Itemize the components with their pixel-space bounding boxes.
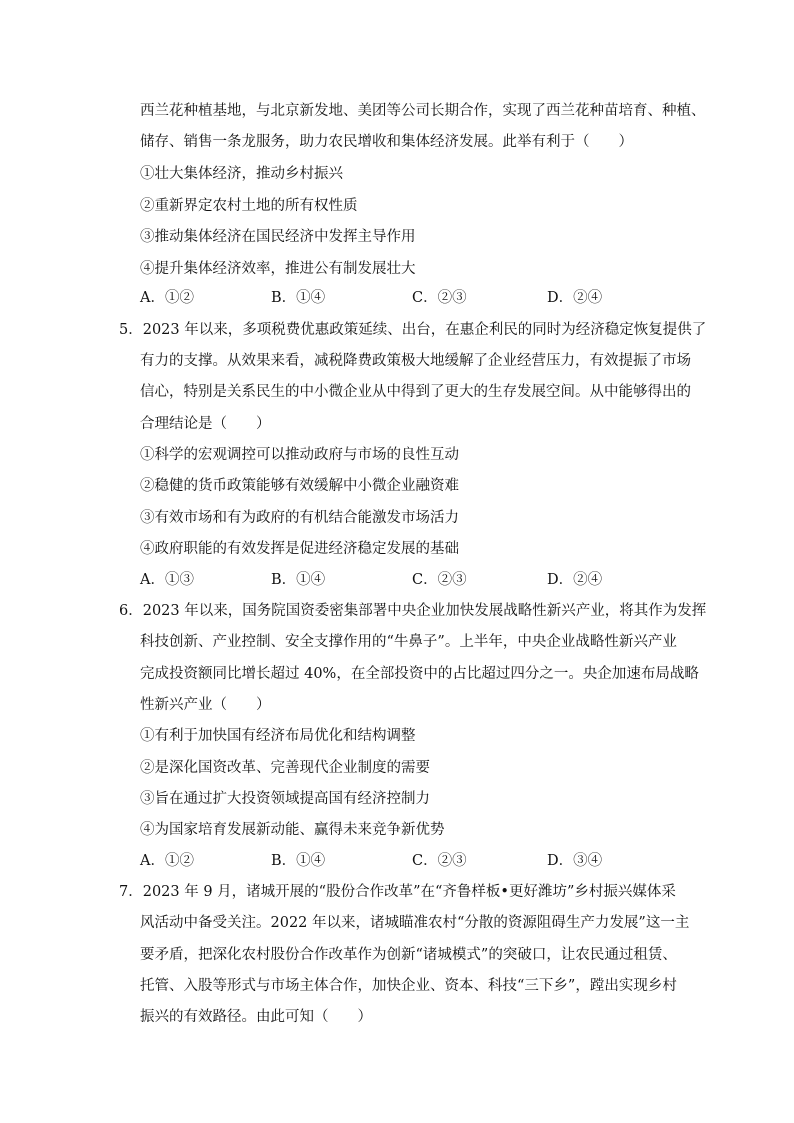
q5-choice-d: D．②④ [547,572,603,588]
q4-choice-a: A．①② [140,290,194,306]
q4-choices [140,288,620,308]
q4-option-3: ③推动集体经济在国民经济中发挥主导作用 [140,229,416,245]
q6-choice-a: A．①② [140,853,194,869]
q5-option-4: ④政府职能的有效发挥是促进经济稳定发展的基础 [140,541,459,557]
q6-option-1: ①有利于加快国有经济布局优化和结构调整 [140,728,416,744]
q7-stem-line-2: 风活动中备受关注。2022 年以来，诸城瞄准农村“分散的资源阻碍生产力发展”这一主 [140,915,690,931]
q5-choice-c: C．②③ [412,572,467,588]
q6-stem-line-3: 完成投资额同比增长超过 40%，在全部投资中的占比超过四分之一。央企加速布局战略 [140,666,699,682]
q6-choice-c: C．②③ [412,853,467,869]
q7-stem-line-3: 要矛盾，把深化农村股份合作改革作为创新“诸城模式”的突破口，让农民通过租赁、 [140,947,677,963]
q4-option-4: ④提升集体经济效率，推进公有制发展壮大 [140,261,416,277]
q6-option-2: ②是深化国资改革、完善现代企业制度的需要 [140,760,430,776]
q6-stem-line-1: 6．2023 年以来，国务院国资委密集部署中央企业加快发展战略性新兴产业，将其作为发挥 [119,603,707,619]
q7-stem-line-1: 7．2023 年 9 月，诸城开展的“股份合作改革”在“齐鲁样板•更好潍坊”乡村振兴媒体采 [119,884,676,900]
q5-choice-b: B．①④ [271,572,326,588]
q6-option-3: ③旨在通过扩大投资领域提高国有经济控制力 [140,791,430,807]
q5-choices [140,570,620,590]
q4-option-1: ①壮大集体经济，推动乡村振兴 [140,166,343,182]
q5-stem-line-3: 信心，特别是关系民生的中小微企业从中得到了更大的生存发展空间。从中能够得出的 [140,384,691,400]
q5-option-2: ②稳健的货币政策能够有效缓解中小微企业融资难 [140,478,459,494]
q4-option-2: ②重新界定农村土地的所有权性质 [140,198,358,214]
q6-choice-b: B．①④ [271,853,326,869]
q5-stem-line-1: 5．2023 年以来，多项税费优惠政策延续、出台，在惠企利民的同时为经济稳定恢复提供了 [119,322,707,338]
q6-option-4: ④为国家培育发展新动能、赢得未来竞争新优势 [140,822,445,838]
q4-stem-line-1: 西兰花种植基地，与北京新发地、美团等公司长期合作，实现了西兰花种苗培育、种植、 [140,103,706,119]
q4-stem-line-2: 储存、销售一条龙服务，助力农民增收和集体经济发展。此举有利于（ ） [140,134,633,150]
q5-option-3: ③有效市场和有为政府的有机结合能激发市场活力 [140,510,459,526]
q6-choice-d: D．③④ [547,853,603,869]
q4-choice-c: C．②③ [412,290,467,306]
q5-choice-a: A．①③ [140,572,194,588]
q5-stem-line-2: 有力的支撑。从效果来看，减税降费政策极大地缓解了企业经营压力，有效提振了市场 [140,353,691,369]
q6-stem-line-4: 性新兴产业（ ） [140,697,271,713]
q4-choice-d: D．②④ [547,290,603,306]
q5-stem-line-4: 合理结论是（ ） [140,416,271,432]
q7-stem-line-5: 振兴的有效路径。由此可知（ ） [140,1009,372,1025]
q6-stem-line-2: 科技创新、产业控制、安全支撑作用的“牛鼻子”。上半年，中央企业战略性新兴产业 [140,634,677,650]
q6-choices [140,851,620,871]
q5-option-1: ①科学的宏观调控可以推动政府与市场的良性互动 [140,447,459,463]
q7-stem-line-4: 托管、入股等形式与市场主体合作，加快企业、资本、科技“三下乡”，蹚出实现乡村 [140,978,677,994]
q4-choice-b: B．①④ [271,290,326,306]
